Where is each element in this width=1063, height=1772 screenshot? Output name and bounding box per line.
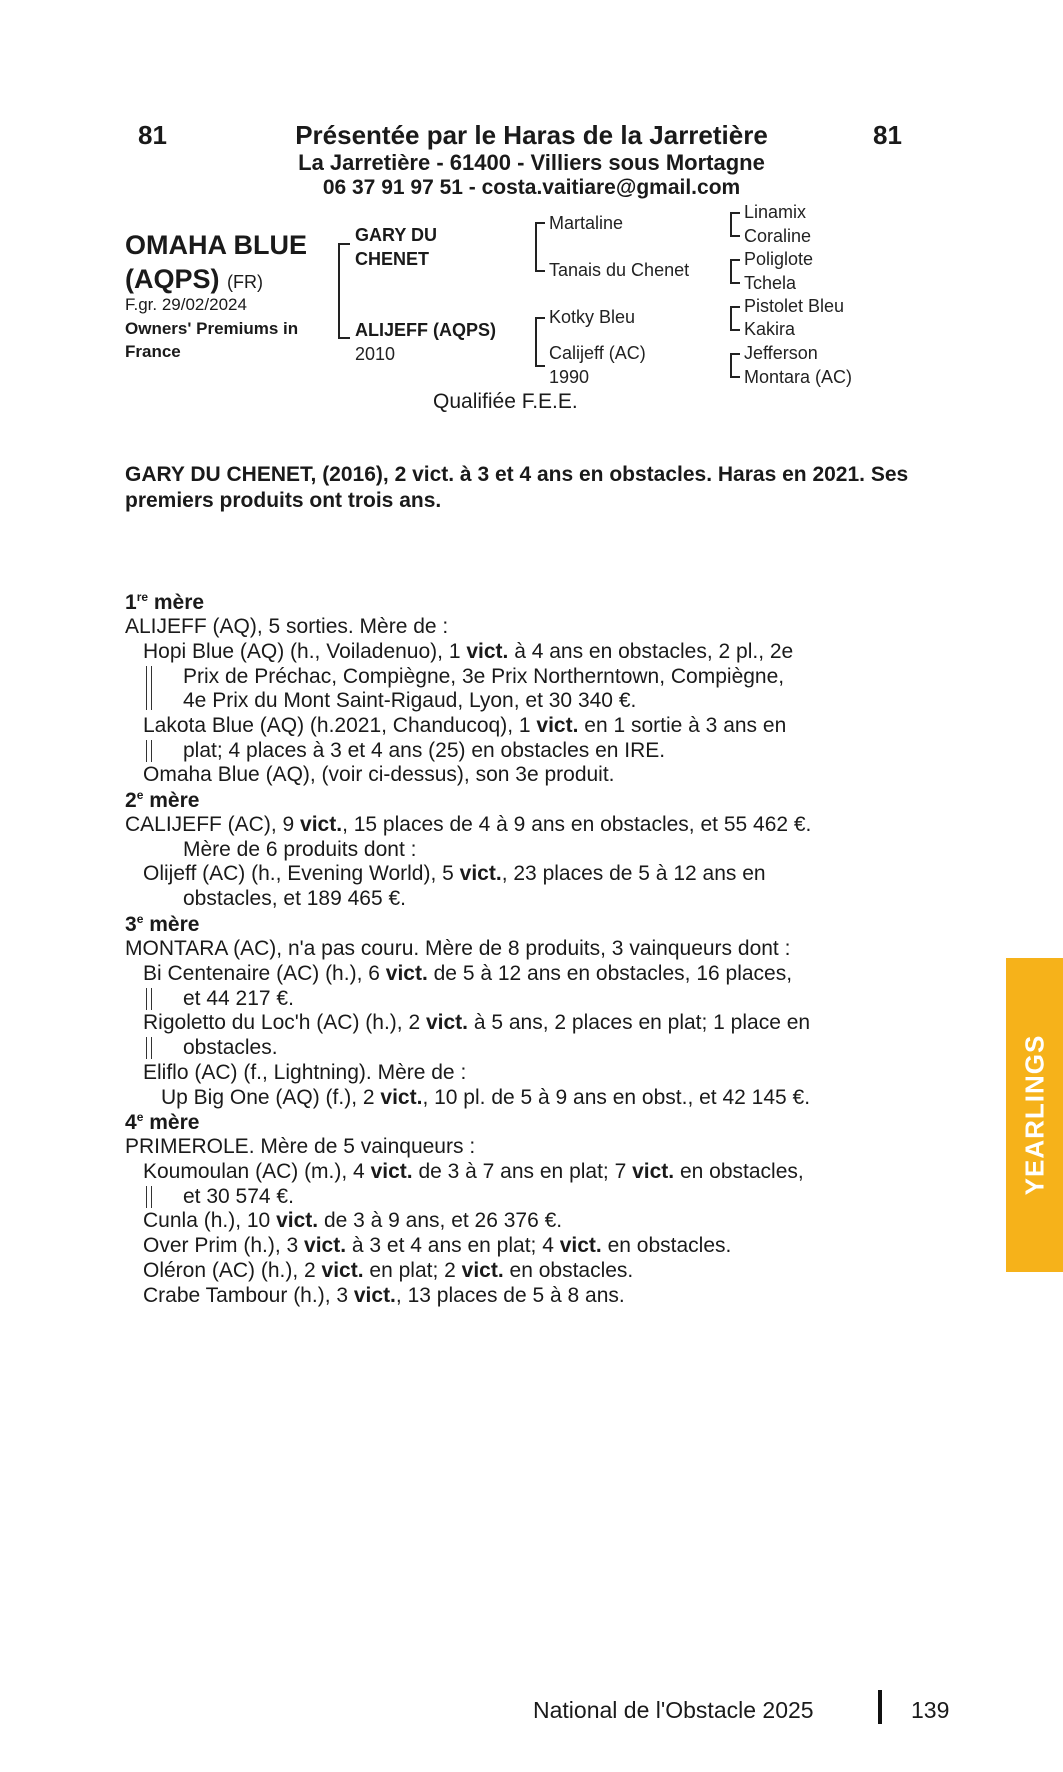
continuation-bar xyxy=(146,1037,152,1059)
pedigree-bracket-1 xyxy=(338,243,350,339)
produce-continuation: 4e Prix du Mont Saint-Rigaud, Lyon, et 30 340 €. xyxy=(183,689,637,712)
horse-details: F.gr. 29/02/2024 xyxy=(125,295,247,314)
produce-line: Hopi Blue (AQ) (h., Voiladenuo), 1 vict. à 4 ans en obstacles, 2 pl., 2e xyxy=(143,640,794,663)
section-tab-label: YEARLINGS xyxy=(1019,1034,1049,1196)
qualification: Qualifiée F.E.E. xyxy=(433,390,578,413)
mere3-line: MONTARA (AC), n'a pas couru. Mère de 8 produits, 3 vainqueurs dont : xyxy=(125,937,791,960)
continuation-bar xyxy=(146,1186,152,1208)
section-tab[interactable] xyxy=(1006,958,1063,1272)
mere1-line: ALIJEFF (AQ), 5 sorties. Mère de : xyxy=(125,615,449,638)
sire-line1: GARY DU xyxy=(355,225,438,245)
horse-name-line1: OMAHA BLUE xyxy=(125,230,307,260)
sire-summary: GARY DU CHENET, (2016), 2 vict. à 3 et 4 ans en obstacles. Haras en 2021. Ses premiers produits ont trois ans. xyxy=(125,463,909,512)
horse-premium-line1: Owners' Premiums in xyxy=(125,319,299,338)
produce-line: Oléron (AC) (h.), 2 vict. en plat; 2 vict. en obstacles. xyxy=(143,1259,634,1282)
produce-continuation: et 30 574 €. xyxy=(183,1185,294,1208)
produce-line: Lakota Blue (AQ) (h.2021, Chanducoq), 1 vict. en 1 sortie à 3 ans en xyxy=(143,714,787,737)
footer-title: National de l'Obstacle 2025 xyxy=(533,1697,814,1723)
lot-number-left: 81 xyxy=(138,120,167,150)
horse-premium-line2: France xyxy=(125,342,181,361)
horse-name-line2-wrap xyxy=(125,262,307,299)
presenter-address: La Jarretière - 61400 - Villiers sous Mortagne xyxy=(298,150,765,175)
mere2-line: CALIJEFF (AC), 9 vict., 15 places de 4 à 9 ans en obstacles, et 55 462 €. xyxy=(125,813,812,836)
produce-line: Omaha Blue (AQ), (voir ci-dessus), son 3e produit. xyxy=(143,763,615,786)
produce-continuation: obstacles, et 189 465 €. xyxy=(183,887,406,910)
g3-2: Coraline xyxy=(744,226,812,246)
mere2-continuation: Mère de 6 produits dont : xyxy=(183,838,417,861)
g3-7: Jefferson xyxy=(744,343,818,363)
dam-year: 2010 xyxy=(355,344,396,364)
produce-continuation: obstacles. xyxy=(183,1036,278,1059)
presenter-contact: 06 37 91 97 51 - costa.vaitiare@gmail.com xyxy=(322,176,741,199)
g3-5: Pistolet Bleu xyxy=(744,296,845,316)
footer-separator xyxy=(878,1690,882,1724)
continuation-bar xyxy=(146,988,152,1010)
mere4-line: PRIMEROLE. Mère de 5 vainqueurs : xyxy=(125,1135,476,1158)
produce-line: Crabe Tambour (h.), 3 vict., 13 places de 5 à 8 ans. xyxy=(143,1284,625,1307)
continuation-bar xyxy=(146,740,152,762)
continuation-bar xyxy=(146,666,152,710)
pedigree-bracket-2b xyxy=(535,317,545,367)
lot-number-right: 81 xyxy=(873,120,902,150)
pedigree-bracket-2a xyxy=(535,222,545,272)
produce-continuation: plat; 4 places à 3 et 4 ans (25) en obstacles en IRE. xyxy=(183,739,666,762)
produce-line: Cunla (h.), 10 vict. de 3 à 9 ans, et 26 376 €. xyxy=(143,1209,563,1232)
dam-dam-year: 1990 xyxy=(549,367,590,387)
horse-breed: (AQPS) xyxy=(125,264,220,294)
g3-8: Montara (AC) xyxy=(744,367,853,387)
heading-mere-3: 3e mère xyxy=(125,912,200,936)
g3-6: Kakira xyxy=(744,319,796,339)
g3-4: Tchela xyxy=(744,273,797,293)
pedigree-bracket-3d xyxy=(730,353,740,378)
sire-dam: Tanais du Chenet xyxy=(549,260,690,280)
heading-mere-1: 1re mère xyxy=(125,590,205,614)
pedigree-bracket-3b xyxy=(730,259,740,284)
g3-3: Poliglote xyxy=(744,249,814,269)
produce-continuation: et 44 217 €. xyxy=(183,987,294,1010)
dam-dam: Calijeff (AC) xyxy=(549,343,646,363)
produce-line: Rigoletto du Loc'h (AC) (h.), 2 vict. à 5 ans, 2 places en plat; 1 place en xyxy=(143,1011,811,1034)
sire-sire: Martaline xyxy=(549,213,624,233)
sire-line2: CHENET xyxy=(355,249,430,269)
page-number: 139 xyxy=(911,1697,950,1723)
produce-continuation: Prix de Préchac, Compiègne, 3e Prix Northerntown, Compiègne, xyxy=(183,665,785,688)
dam-sire: Kotky Bleu xyxy=(549,307,636,327)
g3-1: Linamix xyxy=(744,202,807,222)
presenter-title: Présentée par le Haras de la Jarretière xyxy=(295,120,768,150)
heading-mere-2: 2e mère xyxy=(125,788,200,812)
grand-produce-line: Up Big One (AQ) (f.), 2 vict., 10 pl. de 5 à 9 ans en obst., et 42 145 €. xyxy=(161,1086,811,1109)
horse-name xyxy=(125,228,307,299)
horse-country: (FR) xyxy=(227,272,263,292)
produce-line: Bi Centenaire (AC) (h.), 6 vict. de 5 à 12 ans en obstacles, 16 places, xyxy=(143,962,793,985)
heading-mere-4: 4e mère xyxy=(125,1110,200,1134)
produce-line: Eliflo (AC) (f., Lightning). Mère de : xyxy=(143,1061,467,1084)
produce-line: Koumoulan (AC) (m.), 4 vict. de 3 à 7 ans en plat; 7 vict. en obstacles, xyxy=(143,1160,804,1183)
produce-line: Over Prim (h.), 3 vict. à 3 et 4 ans en plat; 4 vict. en obstacles. xyxy=(143,1234,732,1257)
dam-name: ALIJEFF (AQPS) xyxy=(355,320,497,340)
pedigree-bracket-3a xyxy=(730,212,740,237)
produce-line: Olijeff (AC) (h., Evening World), 5 vict., 23 places de 5 à 12 ans en xyxy=(143,862,766,885)
pedigree-bracket-3c xyxy=(730,306,740,331)
